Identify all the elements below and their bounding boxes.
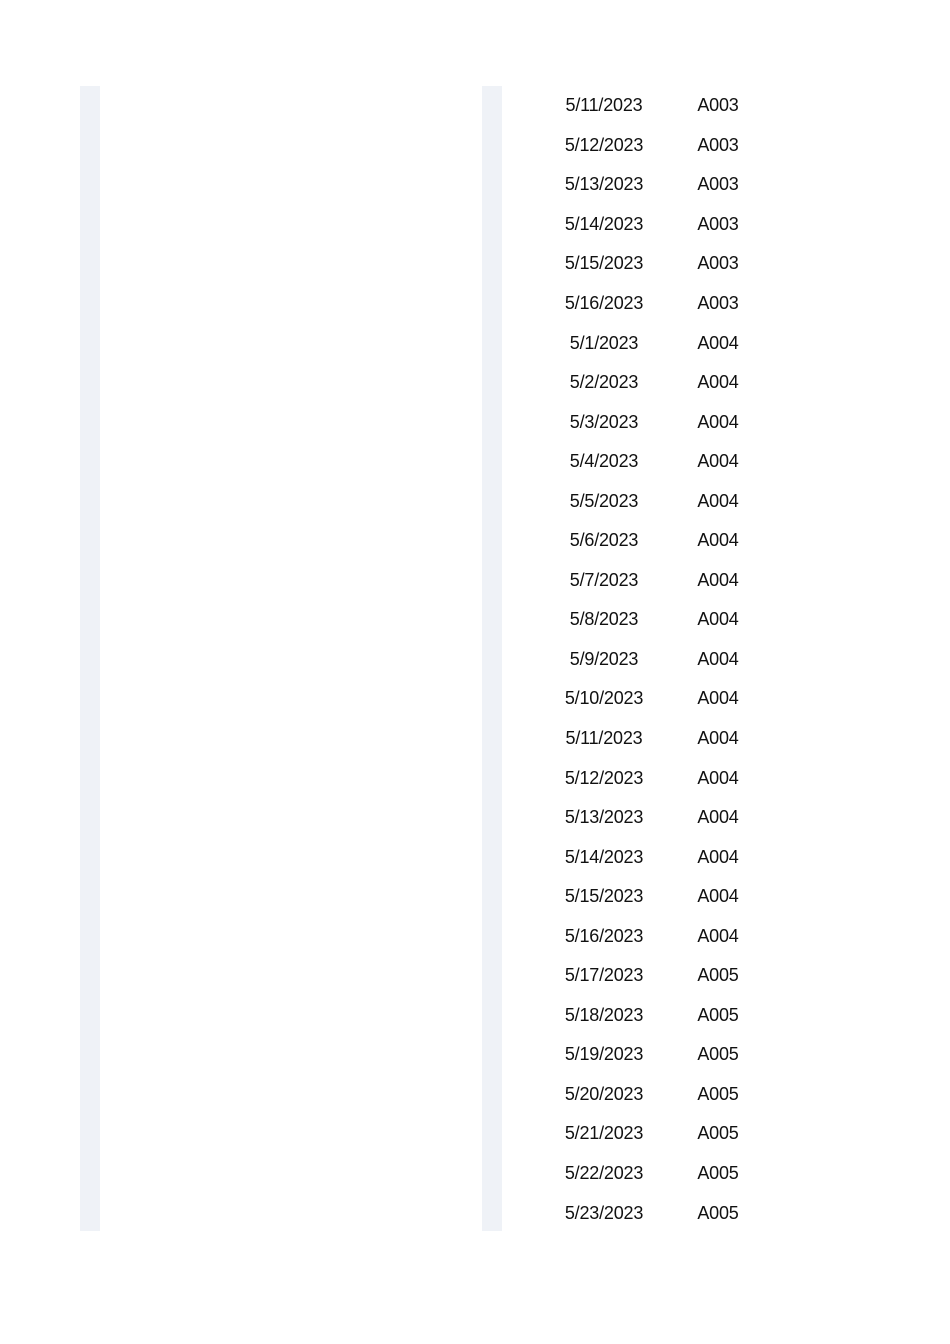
date-cell: 5/10/2023 (564, 688, 644, 709)
id-cell: A005 (697, 1004, 739, 1025)
date-cell: 5/5/2023 (569, 490, 639, 511)
id-cell: A004 (697, 767, 739, 788)
table-row (520, 1035, 800, 1075)
table-row (520, 363, 800, 403)
id-cell: A003 (697, 95, 739, 116)
id-cell: A003 (697, 213, 739, 234)
table-row (520, 521, 800, 561)
id-cell: A004 (697, 728, 739, 749)
table-row (520, 1154, 800, 1194)
id-cell: A004 (697, 648, 739, 669)
id-cell: A004 (697, 569, 739, 590)
table-row (520, 758, 800, 798)
id-cell: A004 (697, 925, 739, 946)
table-row (520, 1114, 800, 1154)
table-row (520, 481, 800, 521)
table-row (520, 442, 800, 482)
table-row (520, 323, 800, 363)
id-cell: A004 (697, 451, 739, 472)
table-row (520, 640, 800, 680)
table-row (520, 877, 800, 917)
id-cell: A004 (697, 846, 739, 867)
table-row (520, 561, 800, 601)
id-cell: A005 (697, 965, 739, 986)
date-cell: 5/14/2023 (564, 846, 644, 867)
table-row (520, 1193, 800, 1233)
id-cell: A005 (697, 1202, 739, 1223)
id-cell: A004 (697, 490, 739, 511)
date-cell: 5/11/2023 (565, 95, 643, 116)
date-cell: 5/16/2023 (564, 925, 644, 946)
id-cell: A004 (697, 411, 739, 432)
id-cell: A003 (697, 134, 739, 155)
id-cell: A003 (697, 253, 739, 274)
date-cell: 5/8/2023 (569, 609, 639, 630)
date-cell: 5/15/2023 (564, 253, 644, 274)
date-cell: 5/19/2023 (564, 1044, 644, 1065)
table-row (520, 86, 800, 126)
id-cell: A004 (697, 530, 739, 551)
date-cell: 5/22/2023 (564, 1163, 644, 1184)
table-row (520, 205, 800, 245)
date-cell: 5/1/2023 (569, 332, 639, 353)
table-row (520, 284, 800, 324)
left-column-shading (80, 86, 100, 1231)
table-row (520, 600, 800, 640)
date-cell: 5/6/2023 (569, 530, 639, 551)
date-cell: 5/9/2023 (569, 648, 639, 669)
table-row (520, 996, 800, 1036)
date-cell: 5/11/2023 (565, 728, 643, 749)
date-cell: 5/14/2023 (564, 213, 644, 234)
data-table (520, 86, 800, 1233)
date-cell: 5/12/2023 (564, 134, 644, 155)
date-cell: 5/21/2023 (564, 1123, 644, 1144)
id-cell: A004 (697, 886, 739, 907)
date-cell: 5/18/2023 (564, 1004, 644, 1025)
date-cell: 5/20/2023 (564, 1083, 644, 1104)
date-cell: 5/13/2023 (564, 807, 644, 828)
id-cell: A004 (697, 688, 739, 709)
date-cell: 5/2/2023 (569, 372, 639, 393)
date-cell: 5/12/2023 (564, 767, 644, 788)
date-cell: 5/16/2023 (564, 293, 644, 313)
id-cell: A004 (697, 332, 739, 353)
id-cell: A004 (697, 609, 739, 630)
table-row (520, 916, 800, 956)
date-cell: 5/13/2023 (564, 174, 644, 195)
table-row (520, 798, 800, 838)
id-cell: A003 (697, 174, 739, 195)
table-row (520, 165, 800, 205)
id-cell: A003 (697, 293, 739, 313)
date-cell: 5/3/2023 (569, 411, 639, 432)
id-cell: A004 (697, 807, 739, 828)
table-row (520, 126, 800, 166)
table-row (520, 837, 800, 877)
id-cell: A005 (697, 1123, 739, 1144)
date-cell: 5/4/2023 (569, 451, 639, 472)
table-row (520, 679, 800, 719)
table-row (520, 402, 800, 442)
date-cell: 5/17/2023 (564, 965, 644, 986)
table-row (520, 1075, 800, 1115)
id-cell: A005 (697, 1163, 739, 1184)
table-row (520, 719, 800, 759)
table-row (520, 244, 800, 284)
id-cell: A005 (697, 1044, 739, 1065)
id-cell: A005 (697, 1083, 739, 1104)
table-row (520, 956, 800, 996)
date-cell: 5/7/2023 (569, 569, 639, 590)
id-cell: A004 (697, 372, 739, 393)
date-cell: 5/15/2023 (564, 886, 644, 907)
date-cell: 5/23/2023 (564, 1202, 644, 1223)
right-column-shading (482, 86, 502, 1231)
